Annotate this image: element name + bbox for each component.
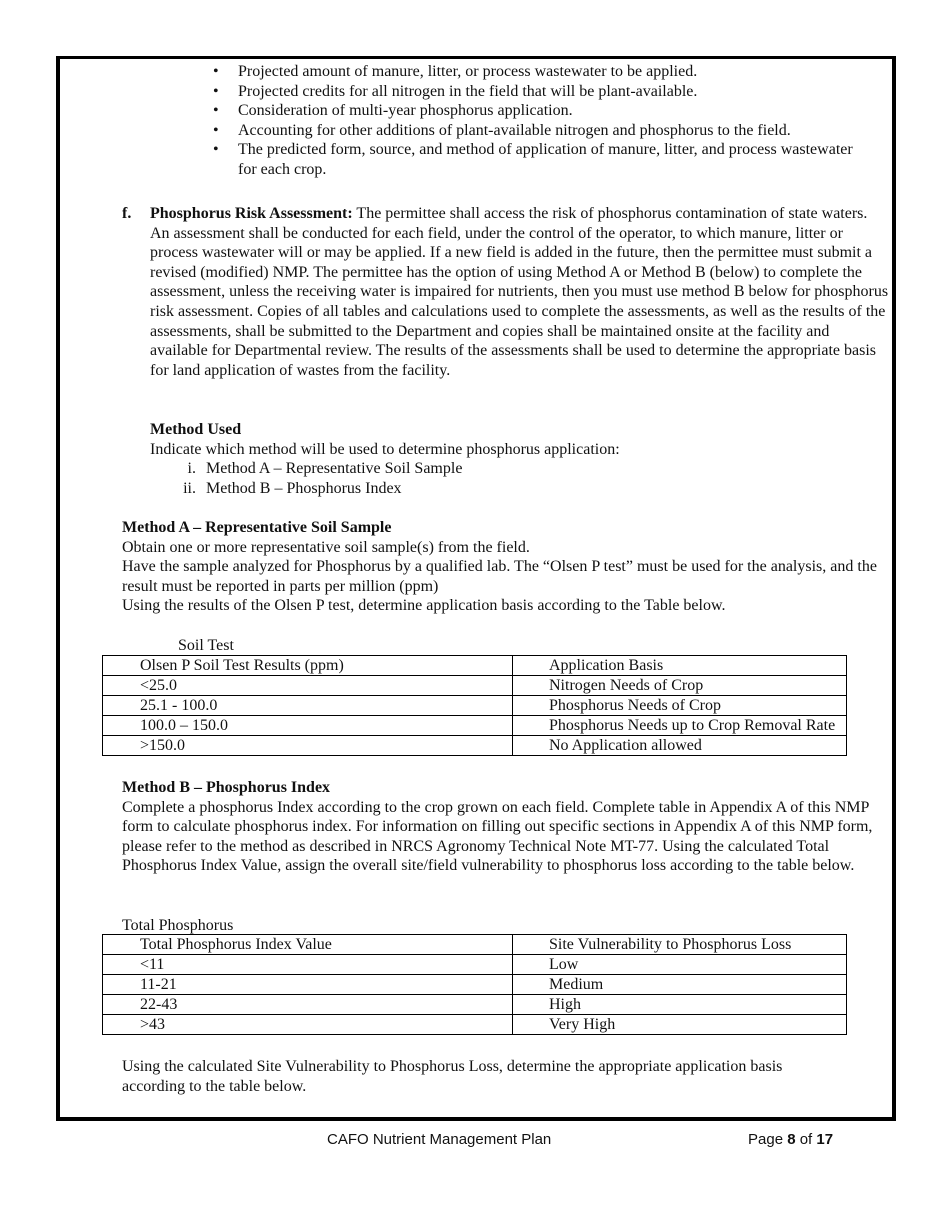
bullet-item: • Projected amount of manure, litter, or process wastewater to be applied. <box>213 63 698 80</box>
soil-test-caption: Soil Test <box>178 637 234 654</box>
table-cell: Total Phosphorus Index Value <box>103 935 513 955</box>
table-cell: Application Basis <box>513 656 847 676</box>
bullet-item: • Consideration of multi-year phosphorus application. <box>213 102 573 120</box>
method-a-section <box>122 518 892 616</box>
method-used-section <box>150 420 850 498</box>
table-cell: 25.1 - 100.0 <box>103 696 513 716</box>
page-footer <box>0 1130 950 1152</box>
closing-paragraph: Using the calculated Site Vulnerability to Phosphorus Loss, determine the appropriate application basis according to the table below. <box>122 1058 783 1095</box>
section-marker: f. <box>122 205 132 222</box>
table-cell: >43 <box>103 1015 513 1035</box>
table-cell: 11-21 <box>103 975 513 995</box>
total-phosphorus-caption: Total Phosphorus <box>122 917 234 934</box>
footer-title: CAFO Nutrient Management Plan <box>327 1131 552 1148</box>
table-cell: 100.0 – 150.0 <box>103 716 513 736</box>
section-f-text: The permittee shall access the risk of phosphorus contamination of state waters. An assessment shall be conducted for each field, under the control of the operator, to which manure, litter or process wastewater will or may be applied. If a new field is added in the future, then the permittee must submit a revised (modified) NMP. The permittee has the option of using Method A or Method B (below) to complete the assessment, unless the receiving water is impaired for nutrients, then you must use method B below for phosphorus risk assessment. Copies of all tables and calculations used to complete the assessments, as well as the results of the assessments, shall be submitted to the Department and copies shall be maintained onsite at the facility and available for Departmental review. The results of the assessments shall be used to determine the appropriate basis for land application of wastes from the facility. <box>150 205 889 379</box>
table-cell: Medium <box>513 975 847 995</box>
table-cell: >150.0 <box>103 736 513 756</box>
phosphorus-index-table <box>102 934 847 1035</box>
table-header-row <box>103 935 847 955</box>
section-f-heading: Phosphorus Risk Assessment: <box>150 205 353 222</box>
table-row <box>103 676 847 696</box>
section-f-phosphorus-risk <box>122 204 890 380</box>
table-cell: Phosphorus Needs of Crop <box>513 696 847 716</box>
method-options-list <box>150 459 850 498</box>
table-row <box>103 716 847 736</box>
table-header-row <box>103 656 847 676</box>
table-cell: Olsen P Soil Test Results (ppm) <box>103 656 513 676</box>
table-cell: Very High <box>513 1015 847 1035</box>
bullet-item: • The predicted form, source, and method of application of manure, litter, and process wastewater for each crop. <box>213 141 853 178</box>
method-a-heading: Method A – Representative Soil Sample <box>122 519 392 536</box>
method-a-line: Using the results of the Olsen P test, determine application basis according to the Table below. <box>122 597 726 615</box>
table-row <box>103 696 847 716</box>
table-row <box>103 995 847 1015</box>
table-cell: High <box>513 995 847 1015</box>
soil-test-table <box>102 655 847 756</box>
method-a-line: Obtain one or more representative soil sample(s) from the field. <box>122 538 530 556</box>
table-cell: No Application allowed <box>513 736 847 756</box>
method-b-heading: Method B – Phosphorus Index <box>122 779 331 796</box>
table-cell: 22-43 <box>103 995 513 1015</box>
table-cell: Nitrogen Needs of Crop <box>513 676 847 696</box>
method-a-line: Have the sample analyzed for Phosphorus by a qualified lab. The “Olsen P test” must be used for the analysis, and the result must be reported in parts per million (ppm) <box>122 558 877 595</box>
page-number: Page 8 of 17 <box>748 1131 834 1148</box>
table-cell: Site Vulnerability to Phosphorus Loss <box>513 935 847 955</box>
table-row <box>103 736 847 756</box>
table-row <box>103 975 847 995</box>
bullet-item: • Projected credits for all nitrogen in the field that will be plant-available. <box>213 82 698 100</box>
table-cell: <25.0 <box>103 676 513 696</box>
table-cell: Low <box>513 955 847 975</box>
requirements-bullet-list <box>210 62 860 180</box>
bullet-item: • Accounting for other additions of plant-available nitrogen and phosphorus to the field. <box>213 121 791 139</box>
method-b-section <box>122 778 892 876</box>
method-option-b: ii. Method B – Phosphorus Index <box>183 479 402 497</box>
method-b-text: Complete a phosphorus Index according to the crop grown on each field. Complete table in Appendix A of this NMP form to calculate phosphorus index. For information on filling out specific sections in Appendix A of this NMP form, please refer to the method as described in NRCS Agronomy Technical Note MT-77. Using the calculated Total Phosphorus Index Value, assign the overall site/field vulnerability to phosphorus loss according to the table below. <box>122 798 873 875</box>
method-used-heading: Method Used <box>150 421 242 438</box>
table-cell: <11 <box>103 955 513 975</box>
table-row <box>103 1015 847 1035</box>
table-cell: Phosphorus Needs up to Crop Removal Rate <box>513 716 847 736</box>
method-used-instruction: Indicate which method will be used to determine phosphorus application: <box>150 440 620 458</box>
table-row <box>103 955 847 975</box>
method-option-a: i. Method A – Representative Soil Sample <box>187 460 463 478</box>
section-f-body <box>150 204 890 380</box>
